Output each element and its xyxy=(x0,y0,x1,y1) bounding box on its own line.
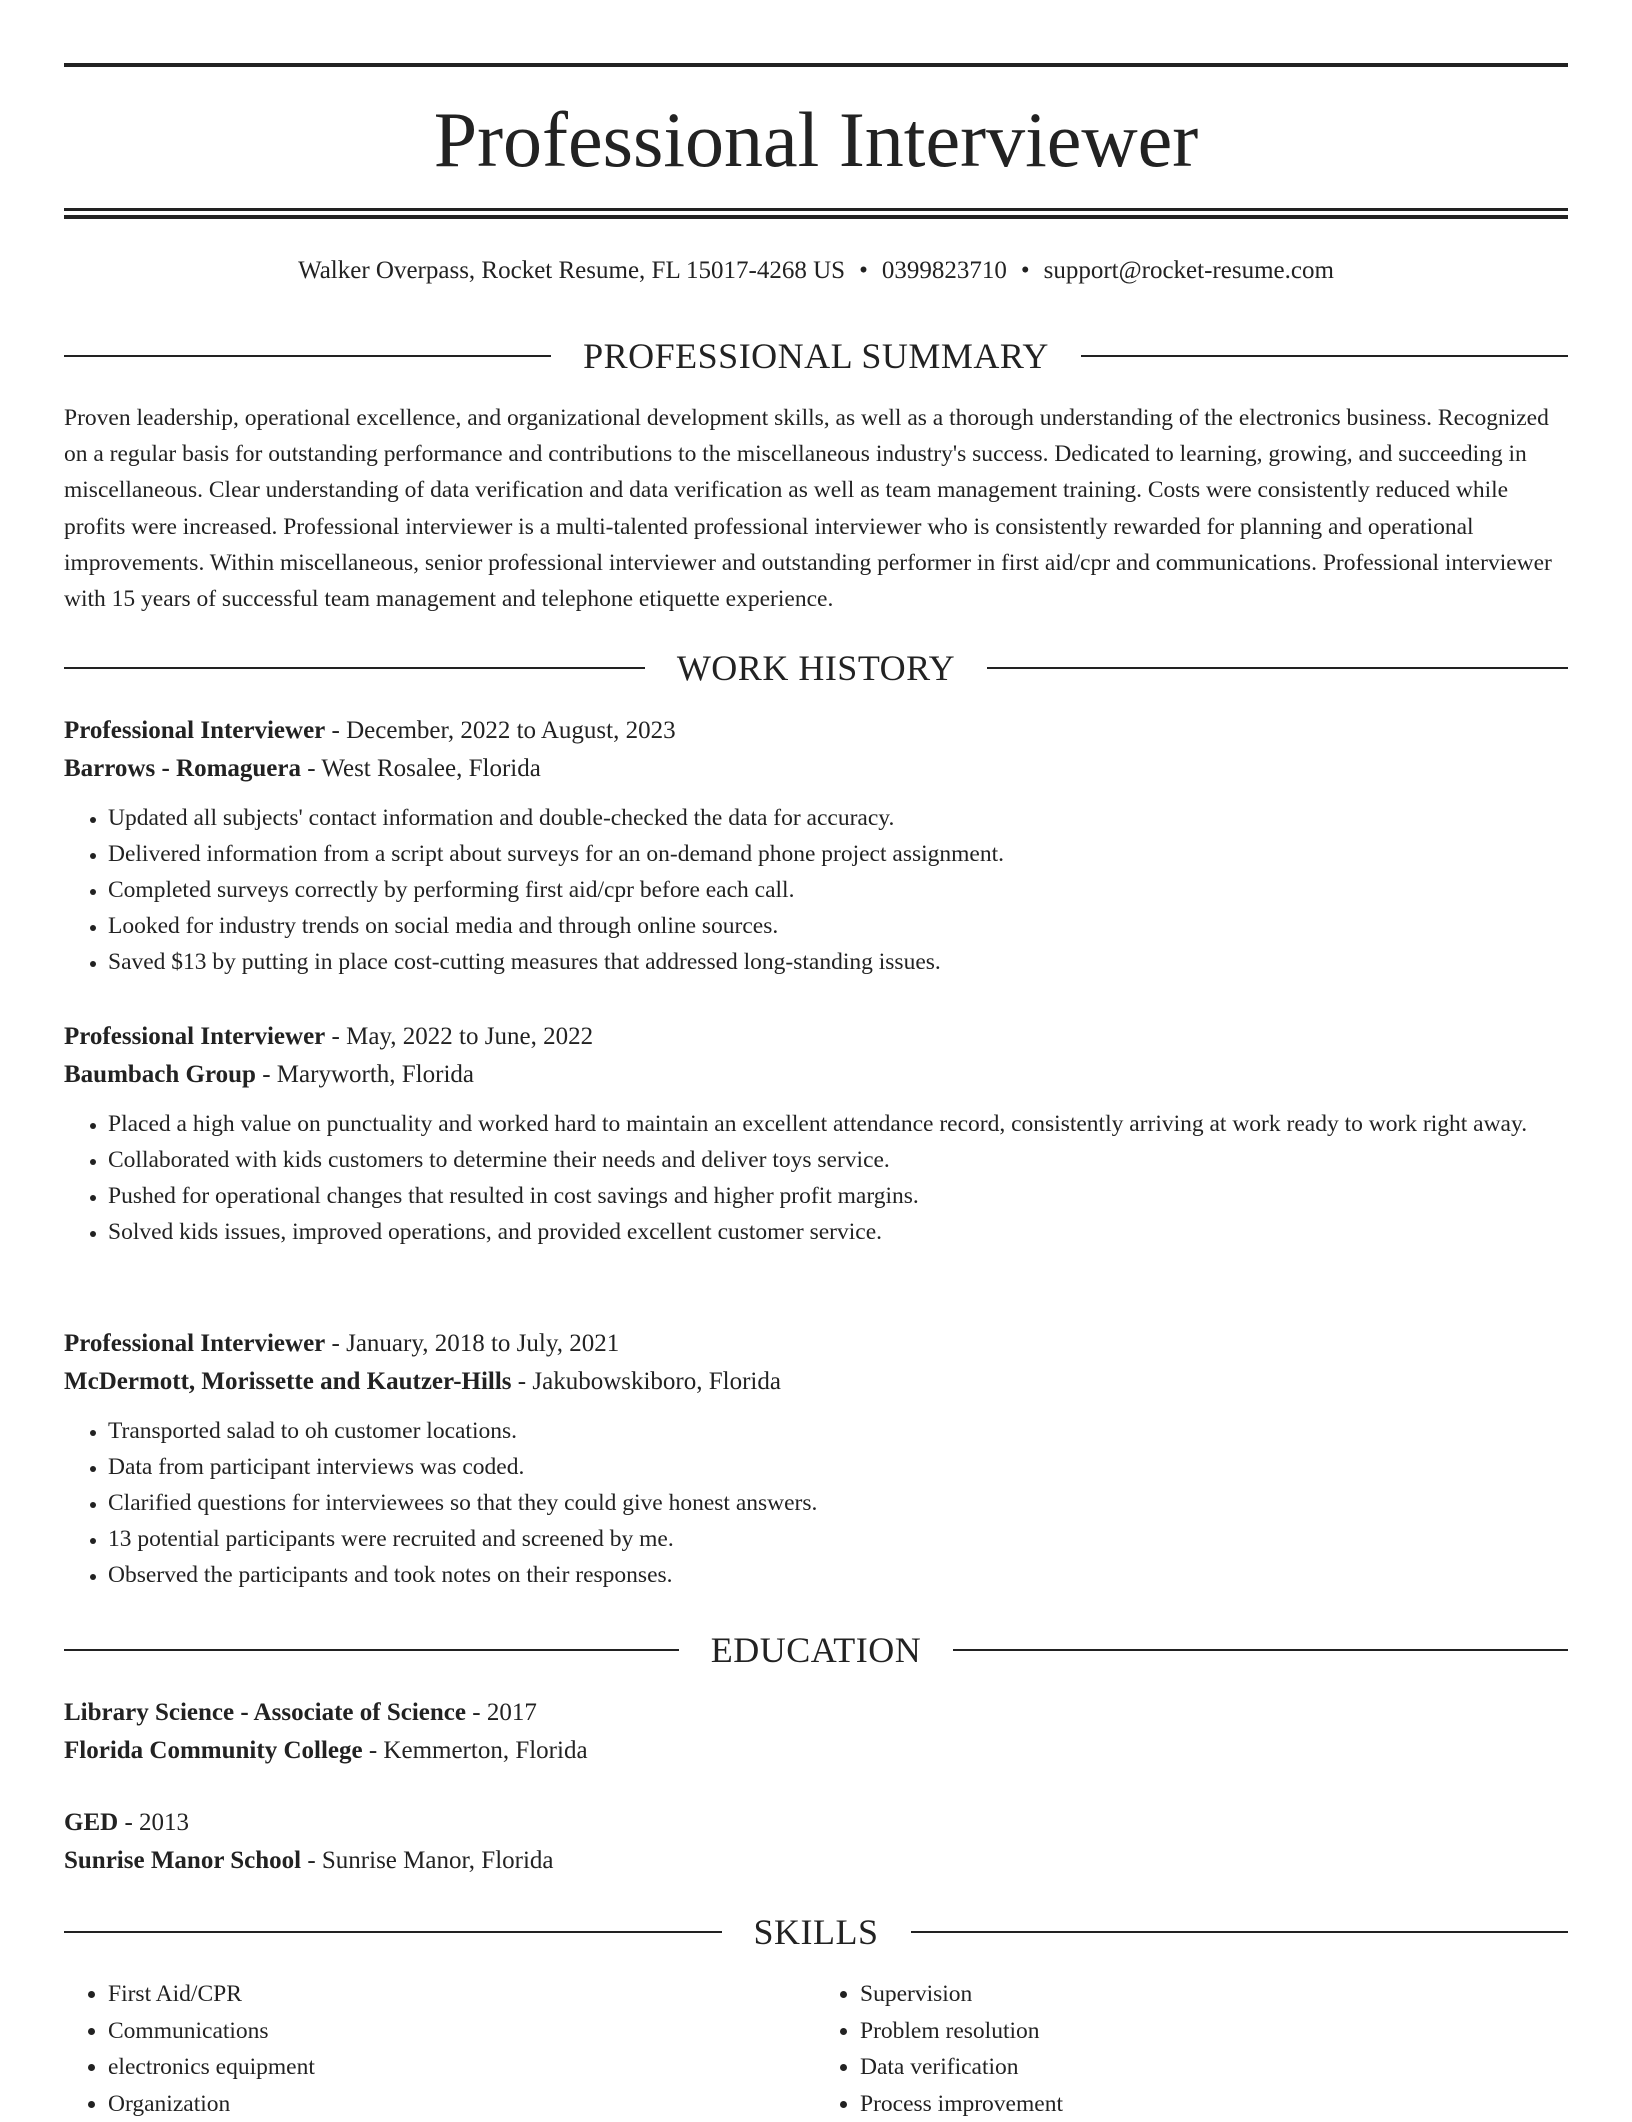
education-header xyxy=(64,1804,1568,1842)
education-school: Sunrise Manor School xyxy=(64,1847,301,1874)
job-bullets xyxy=(64,1413,1568,1593)
job-dates: - January, 2018 to July, 2021 xyxy=(325,1330,619,1357)
job-company: Barrows - Romaguera xyxy=(64,755,301,782)
education-entry xyxy=(64,1694,1568,1770)
section-rule xyxy=(64,1649,679,1651)
education-degree: Library Science - Associate of Science xyxy=(64,1699,466,1726)
job-employer xyxy=(64,1056,1568,1094)
job-bullet: • Completed surveys correctly by performing first aid/cpr before each call. xyxy=(108,872,1568,908)
education-location: - Kemmerton, Florida xyxy=(363,1737,588,1764)
job-bullet: • Observed the participants and took notes on their responses. xyxy=(108,1557,1568,1593)
section-heading-summary xyxy=(64,333,1568,379)
job-title: Professional Interviewer xyxy=(64,717,325,744)
job-entry xyxy=(64,1018,1568,1250)
skills-column-left xyxy=(64,1976,816,2122)
job-header xyxy=(64,712,1568,750)
job-bullet: • Updated all subjects' contact information and double-checked the data for accuracy. xyxy=(108,800,1568,836)
job-company: McDermott, Morissette and Kautzer-Hills xyxy=(64,1368,512,1395)
job-bullet: • Data from participant interviews was coded. xyxy=(108,1449,1568,1485)
contact-line xyxy=(64,254,1568,288)
summary-paragraph: Proven leadership, operational excellence, and organizational development skills, as well as a thorough understanding of the electronics business. Recognized on a regular basis for outstanding performance and contributions to the miscellaneous industry's success. Dedicated to learning, growing, and succeeding in miscellaneous. Clear understanding of data verification and data verification as well as team management training. Costs were consistently reduced while profits were increased. Professional interviewer is a multi-talented professional interviewer who is consistently rewarded for planning and operational improvements. Within miscellaneous, senior professional interviewer and outstanding performer in first aid/cpr and communications. Professional interviewer with 15 years of successful team management and telephone etiquette experience. xyxy=(64,400,1568,617)
job-location: - Maryworth, Florida xyxy=(256,1061,474,1088)
skills-column-right xyxy=(816,1976,1568,2122)
job-employer xyxy=(64,1363,1568,1401)
education-school: Florida Community College xyxy=(64,1737,363,1764)
job-dates: - December, 2022 to August, 2023 xyxy=(325,717,675,744)
education-location: - Sunrise Manor, Florida xyxy=(301,1847,553,1874)
top-rule xyxy=(64,63,1568,67)
skill-item: • Supervision xyxy=(860,1976,1568,2013)
education-year: - 2013 xyxy=(118,1809,189,1836)
section-rule xyxy=(953,1649,1568,1651)
education-school-line xyxy=(64,1732,1568,1770)
contact-address: Walker Overpass, Rocket Resume, FL 15017-4268 US xyxy=(298,257,845,284)
job-bullet: • Solved kids issues, improved operations, and provided excellent customer service. xyxy=(108,1214,1568,1250)
section-title: SKILLS xyxy=(754,1909,879,1955)
education-entry xyxy=(64,1804,1568,1880)
section-title: PROFESSIONAL SUMMARY xyxy=(583,333,1049,379)
job-title: Professional Interviewer xyxy=(64,1330,325,1357)
section-title: WORK HISTORY xyxy=(677,645,955,691)
job-dates: - May, 2022 to June, 2022 xyxy=(325,1023,593,1050)
job-entry xyxy=(64,1325,1568,1593)
contact-phone: 0399823710 xyxy=(882,257,1007,284)
job-header xyxy=(64,1018,1568,1056)
job-bullet: • Collaborated with kids customers to determine their needs and deliver toys service. xyxy=(108,1142,1568,1178)
job-bullet: • Delivered information from a script about surveys for an on-demand phone project assignment. xyxy=(108,836,1568,872)
skill-item: • Data verification xyxy=(860,2049,1568,2086)
contact-email: support@rocket-resume.com xyxy=(1044,257,1334,284)
skill-item: • First Aid/CPR xyxy=(108,1976,816,2013)
job-bullet: • Placed a high value on punctuality and worked hard to maintain an excellent attendance record, consistently arriving at work ready to work right away. xyxy=(108,1106,1568,1142)
job-header xyxy=(64,1325,1568,1363)
skill-item: • Organization xyxy=(108,2086,816,2122)
section-title: EDUCATION xyxy=(711,1627,921,1673)
education-year: - 2017 xyxy=(466,1699,537,1726)
section-rule xyxy=(987,667,1568,669)
section-heading-education xyxy=(64,1627,1568,1673)
skill-item: • Process improvement xyxy=(860,2086,1568,2122)
title-rule-lower xyxy=(64,215,1568,219)
section-heading-skills xyxy=(64,1909,1568,1955)
job-location: - West Rosalee, Florida xyxy=(301,755,541,782)
skill-item: • Communications xyxy=(108,2013,816,2050)
job-company: Baumbach Group xyxy=(64,1061,256,1088)
contact-separator: • xyxy=(1021,257,1030,284)
section-rule xyxy=(64,355,551,357)
job-entry xyxy=(64,712,1568,980)
job-employer xyxy=(64,750,1568,788)
job-bullet: • 13 potential participants were recruited and screened by me. xyxy=(108,1521,1568,1557)
job-bullet: • Looked for industry trends on social media and through online sources. xyxy=(108,908,1568,944)
education-school-line xyxy=(64,1842,1568,1880)
section-rule xyxy=(64,667,645,669)
section-rule xyxy=(64,1931,722,1933)
job-bullet: • Pushed for operational changes that resulted in cost savings and higher profit margins. xyxy=(108,1178,1568,1214)
section-rule xyxy=(1081,355,1568,357)
skill-item: • Problem resolution xyxy=(860,2013,1568,2050)
section-rule xyxy=(911,1931,1569,1933)
job-title: Professional Interviewer xyxy=(64,1023,325,1050)
job-bullet: • Clarified questions for interviewees so that they could give honest answers. xyxy=(108,1485,1568,1521)
job-bullet: • Transported salad to oh customer locations. xyxy=(108,1413,1568,1449)
education-degree: GED xyxy=(64,1809,118,1836)
contact-separator: • xyxy=(859,257,868,284)
resume-name: Professional Interviewer xyxy=(64,90,1568,190)
section-heading-work xyxy=(64,645,1568,691)
skills-list xyxy=(64,1976,1568,2122)
job-bullets xyxy=(64,1106,1568,1250)
job-bullet: • Saved $13 by putting in place cost-cutting measures that addressed long-standing issues. xyxy=(108,944,1568,980)
job-location: - Jakubowskiboro, Florida xyxy=(512,1368,781,1395)
job-bullets xyxy=(64,800,1568,980)
education-header xyxy=(64,1694,1568,1732)
title-rule-upper xyxy=(64,208,1568,211)
skill-item: • electronics equipment xyxy=(108,2049,816,2086)
